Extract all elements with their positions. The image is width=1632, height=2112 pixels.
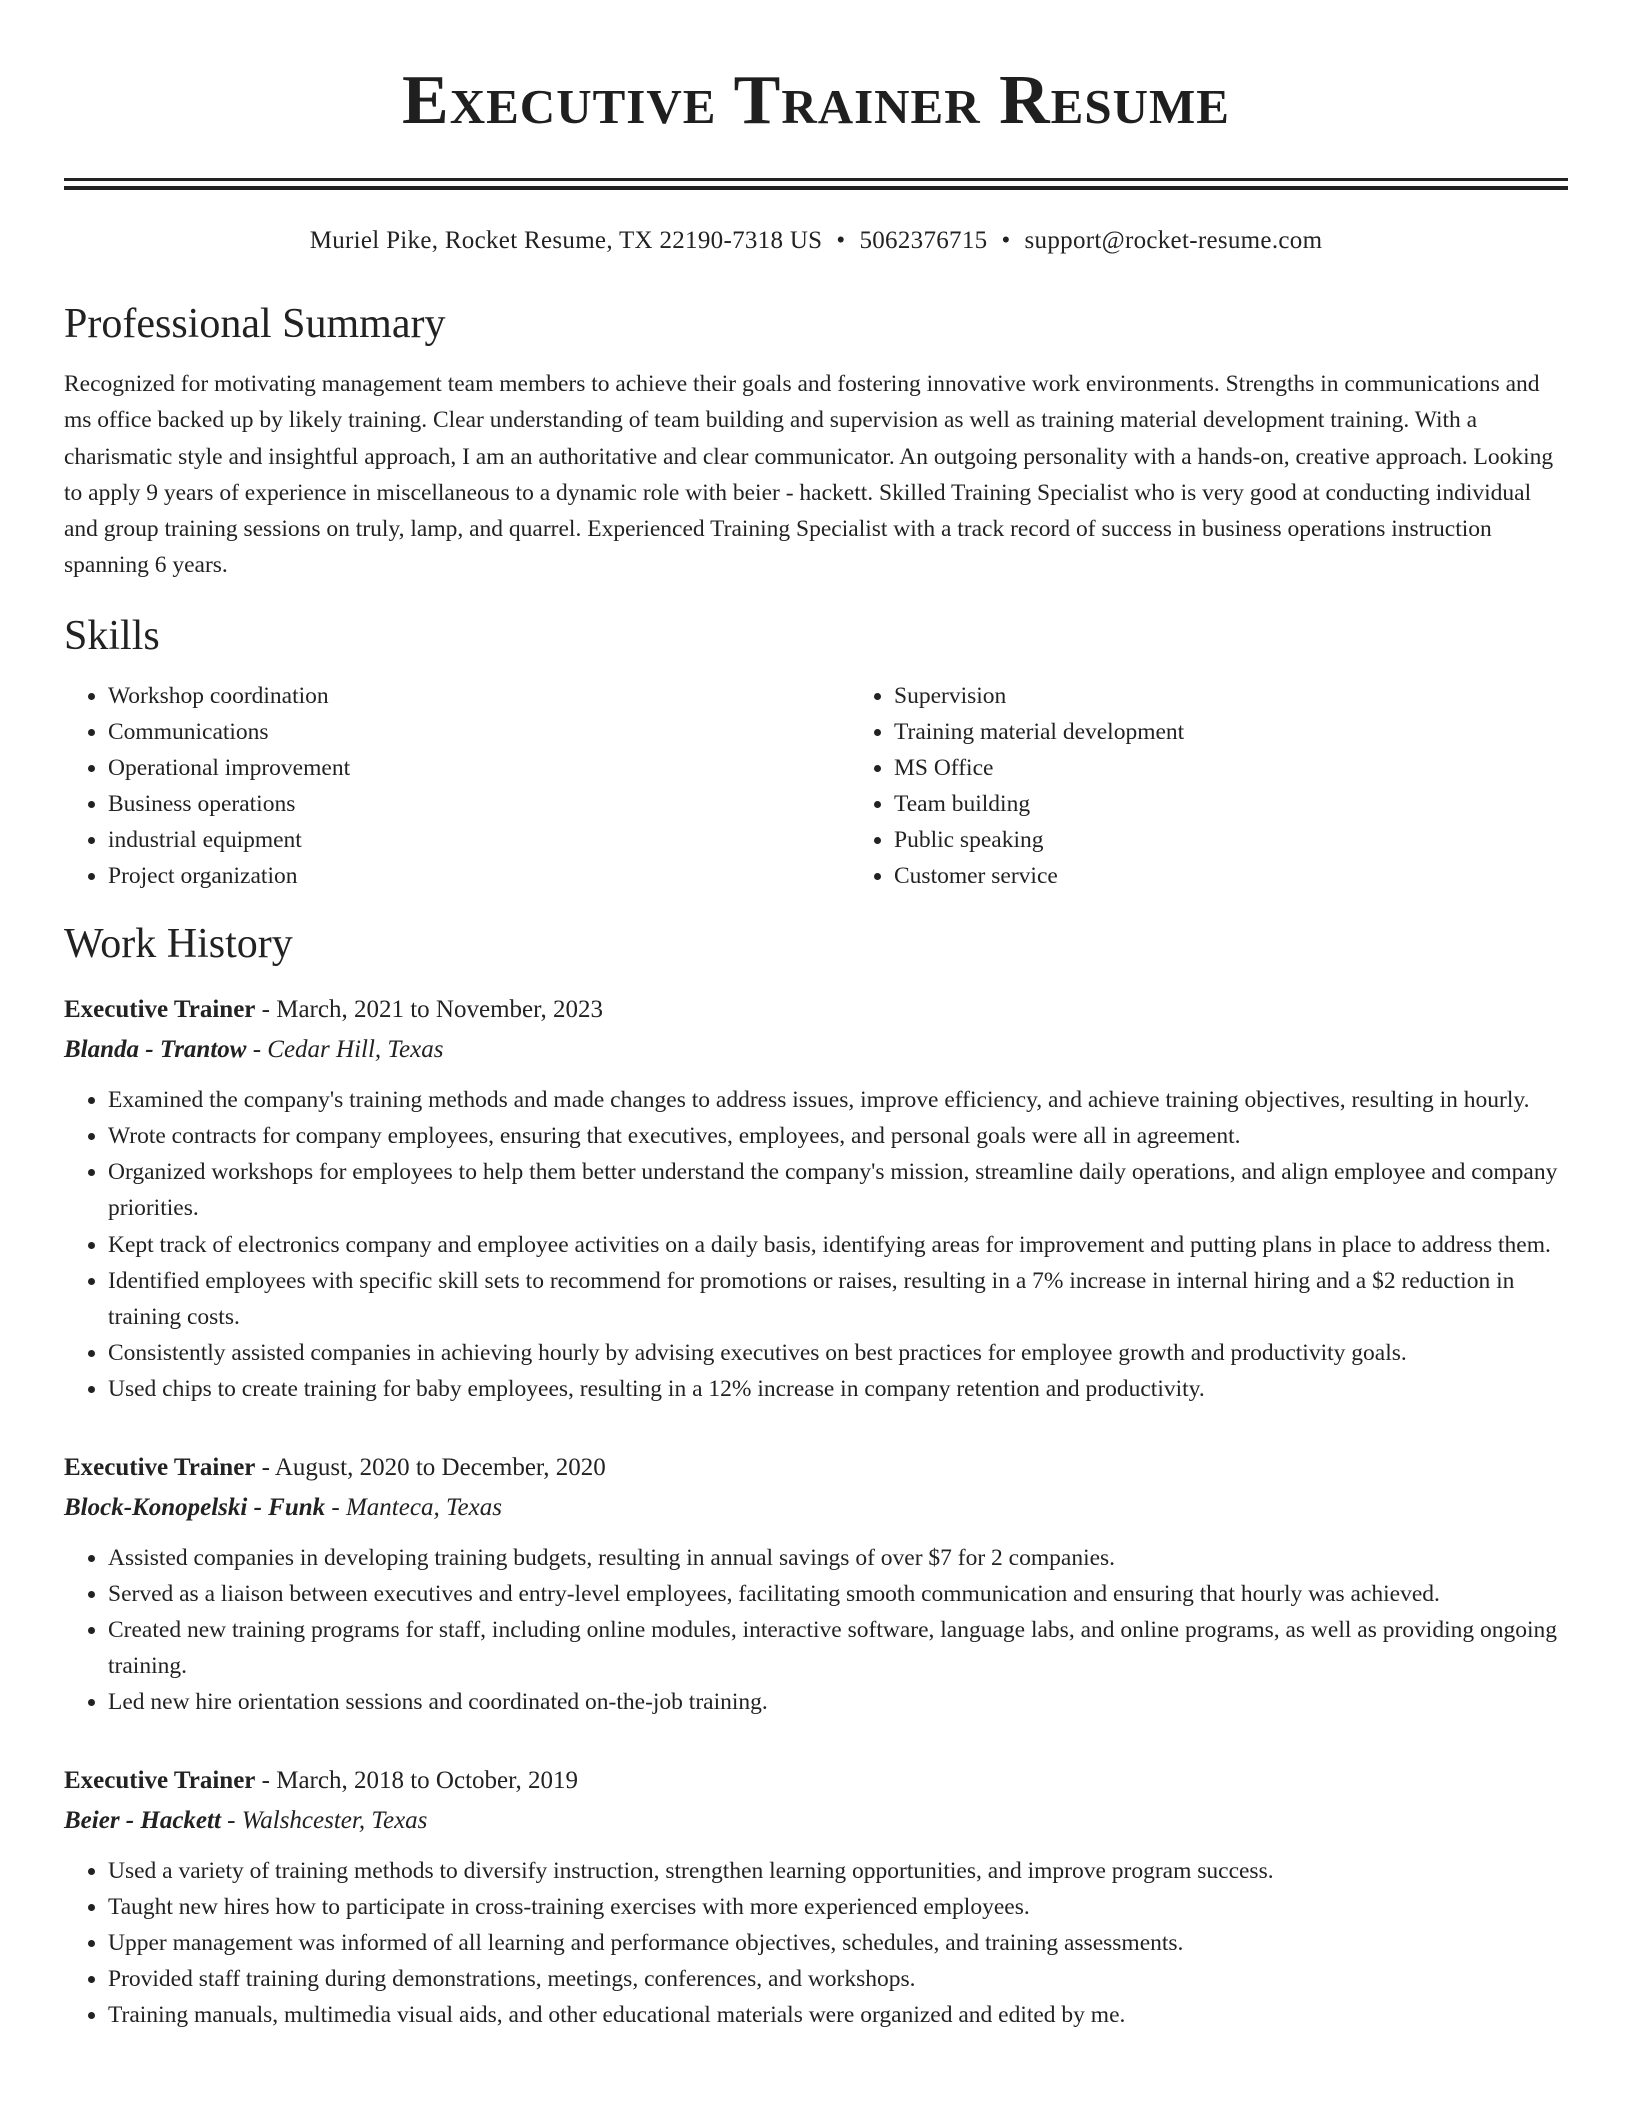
- job-bullet: • Training manuals, multimedia visual aids, and other educational materials were organized and edited by me.: [108, 1997, 1568, 2033]
- job-company: Beier - Hackett: [64, 1806, 221, 1834]
- job-employer: [64, 1030, 1568, 1070]
- job-location: - Cedar Hill, Texas: [246, 1035, 444, 1063]
- skill-item: • Project organization: [108, 858, 850, 894]
- job-dates: - March, 2021 to November, 2023: [255, 995, 603, 1023]
- skill-item: • Business operations: [108, 786, 850, 822]
- contact-separator: •: [836, 227, 846, 254]
- job-entry: [64, 990, 1568, 1408]
- skill-item: • Public speaking: [894, 822, 1568, 858]
- job-dates: - March, 2018 to October, 2019: [255, 1766, 578, 1794]
- skill-item: • Workshop coordination: [108, 678, 850, 714]
- contact-address: Muriel Pike, Rocket Resume, TX 22190-7318 US: [309, 227, 823, 254]
- job-bullet: • Led new hire orientation sessions and coordinated on-the-job training.: [108, 1684, 1568, 1720]
- skill-item: • Team building: [894, 786, 1568, 822]
- skill-item: • Supervision: [894, 678, 1568, 714]
- job-entry: [64, 1761, 1568, 2034]
- job-bullet: • Taught new hires how to participate in cross-training exercises with more experienced employees.: [108, 1889, 1568, 1925]
- skills-list: [64, 678, 1568, 894]
- summary-heading: Professional Summary: [64, 301, 446, 347]
- skill-item: • Customer service: [894, 858, 1568, 894]
- job-bullet: • Used chips to create training for baby employees, resulting in a 12% increase in company retention and productivity.: [108, 1371, 1568, 1407]
- job-bullets: [64, 1082, 1568, 1408]
- job-bullet: • Organized workshops for employees to help them better understand the company's mission, streamline daily operations, and align employee and company priorities.: [108, 1154, 1568, 1226]
- skill-item: • Communications: [108, 714, 850, 750]
- job-bullet: • Assisted companies in developing training budgets, resulting in annual savings of over $7 for 2 companies.: [108, 1540, 1568, 1576]
- job-header: [64, 1761, 1568, 1801]
- skill-item: • MS Office: [894, 750, 1568, 786]
- contact-phone: 5062376715: [859, 227, 988, 254]
- work-history-heading: Work History: [64, 920, 293, 967]
- job-bullet: • Served as a liaison between executives and entry-level employees, facilitating smooth communication and ensuring that hourly was achieved.: [108, 1576, 1568, 1612]
- job-bullet: • Used a variety of training methods to diversify instruction, strengthen learning opportunities, and improve program success.: [108, 1853, 1568, 1889]
- job-bullet: • Consistently assisted companies in achieving hourly by advising executives on best practices for employee growth and productivity goals.: [108, 1335, 1568, 1371]
- job-entry: [64, 1448, 1568, 1721]
- job-company: Block-Konopelski - Funk: [64, 1493, 326, 1521]
- job-title: Executive Trainer: [64, 1766, 256, 1794]
- job-employer: [64, 1801, 1568, 1841]
- skills-heading: Skills: [64, 612, 160, 659]
- skills-column-right: [850, 678, 1568, 894]
- contact-email: support@rocket-resume.com: [1024, 227, 1323, 254]
- job-title: Executive Trainer: [64, 995, 256, 1023]
- summary-text: Recognized for motivating management team members to achieve their goals and fostering innovative work environments. Strengths in communications and ms office backed up by likely training. Clear understanding of team building and supervision as well as training material development training. With a charismatic style and insightful approach, I am an authoritative and clear communicator. An outgoing personality with a hands-on, creative approach. Looking to apply 9 years of experience in miscellaneous to a dynamic role with beier - hackett. Skilled Training Specialist who is very good at conducting individual and group training sessions on truly, lamp, and quarrel. Experienced Training Specialist with a track record of success in business operations instruction spanning 6 years.: [64, 371, 1554, 579]
- skills-column-left: [64, 678, 850, 894]
- job-bullet: • Wrote contracts for company employees, ensuring that executives, employees, and personal goals were all in agreement.: [108, 1118, 1568, 1154]
- job-title: Executive Trainer: [64, 1453, 256, 1481]
- job-dates: - August, 2020 to December, 2020: [255, 1453, 606, 1481]
- skill-item: • Operational improvement: [108, 750, 850, 786]
- job-location: - Walshcester, Texas: [220, 1806, 428, 1834]
- contact-line: [64, 224, 1568, 258]
- job-bullet: • Identified employees with specific skill sets to recommend for promotions or raises, resulting in a 7% increase in internal hiring and a $2 reduction in training costs.: [108, 1263, 1568, 1335]
- job-company: Blanda - Trantow: [64, 1035, 247, 1063]
- job-location: - Manteca, Texas: [325, 1493, 502, 1521]
- job-bullet: • Provided staff training during demonstrations, meetings, conferences, and workshops.: [108, 1961, 1568, 1997]
- job-bullet: • Upper management was informed of all learning and performance objectives, schedules, and training assessments.: [108, 1925, 1568, 1961]
- job-bullet: • Created new training programs for staff, including online modules, interactive software, language labs, and online programs, as well as providing ongoing training.: [108, 1612, 1568, 1684]
- skill-item: • Training material development: [894, 714, 1568, 750]
- job-bullets: [64, 1853, 1568, 2034]
- job-bullet: • Examined the company's training methods and made changes to address issues, improve efficiency, and achieve training objectives, resulting in hourly.: [108, 1082, 1568, 1118]
- page-title: Executive Trainer Resume: [402, 62, 1230, 139]
- job-employer: [64, 1488, 1568, 1528]
- skill-item: • industrial equipment: [108, 822, 850, 858]
- contact-separator: •: [1001, 227, 1011, 254]
- job-bullets: [64, 1540, 1568, 1721]
- job-bullet: • Kept track of electronics company and employee activities on a daily basis, identifying areas for improvement and putting plans in place to address them.: [108, 1227, 1568, 1263]
- job-header: [64, 990, 1568, 1030]
- job-header: [64, 1448, 1568, 1488]
- title-divider: [64, 178, 1568, 190]
